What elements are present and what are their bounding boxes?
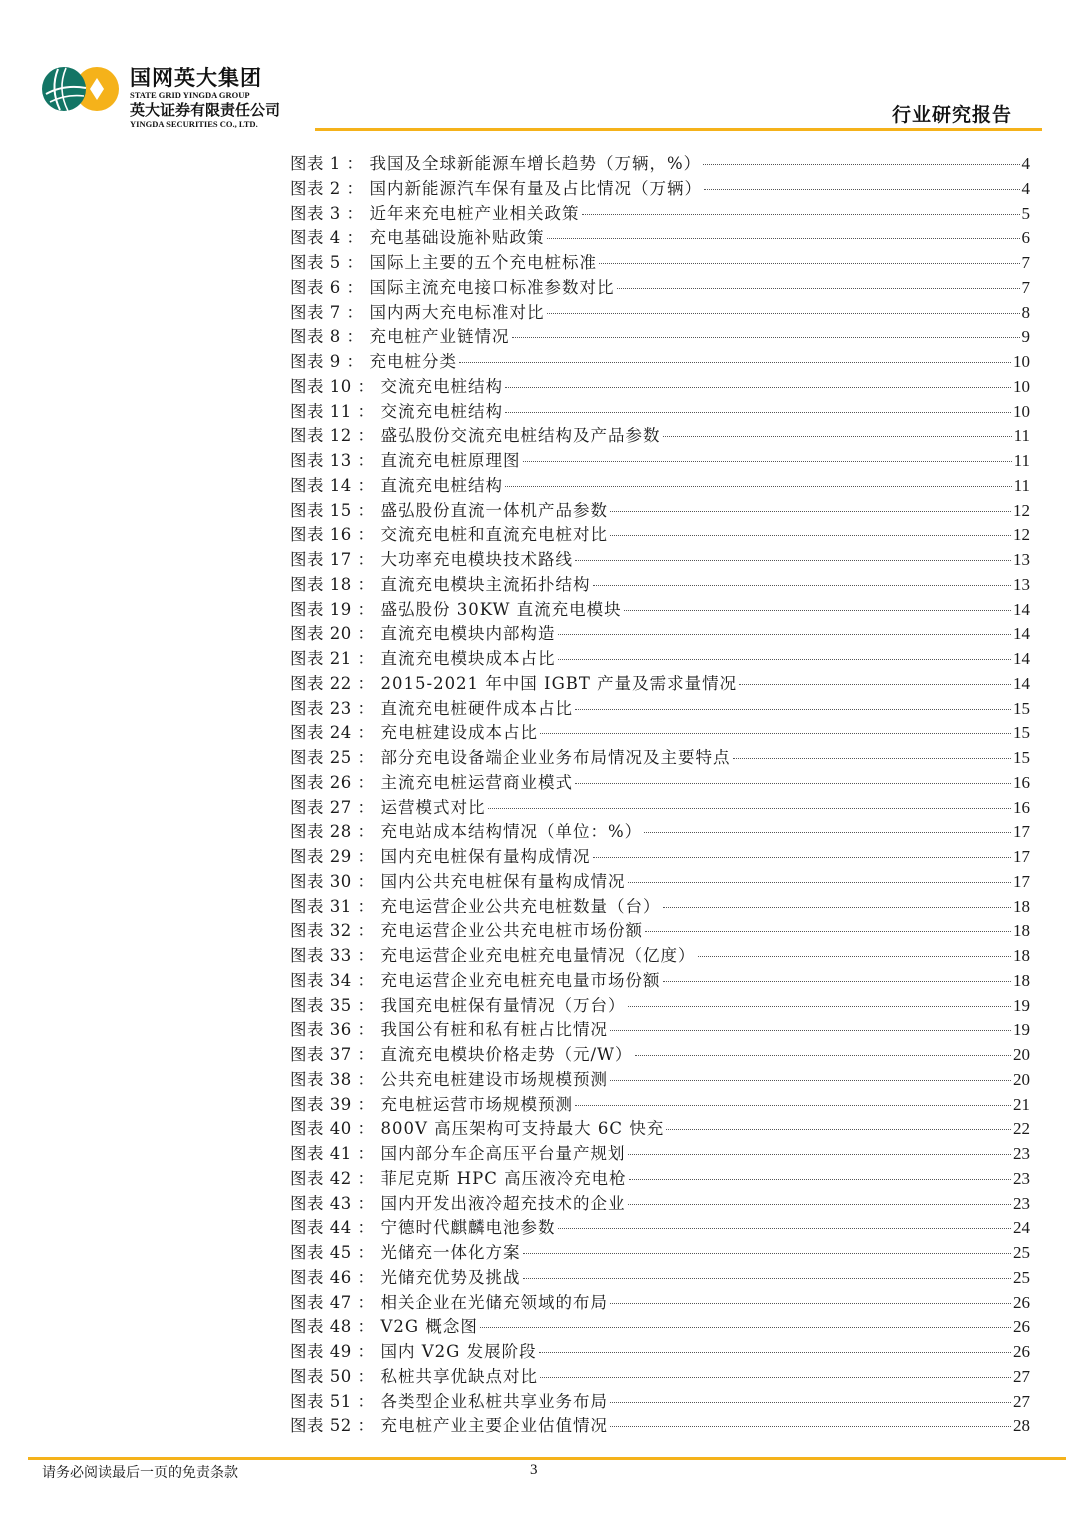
figure-title[interactable]: 国内新能源汽车保有量及占比情况（万辆） xyxy=(369,178,702,198)
figure-label: 图表 5 ： xyxy=(290,253,364,272)
figure-page-number[interactable]: 11 xyxy=(1013,451,1030,470)
dot-leader xyxy=(617,288,1020,289)
dot-leader xyxy=(505,412,1011,413)
figure-page-number[interactable]: 14 xyxy=(1013,599,1030,619)
company-name-cn: 英大证券有限责任公司 xyxy=(130,101,281,119)
dot-leader xyxy=(558,1228,1012,1229)
figure-label: 图表 7 ： xyxy=(290,302,364,322)
figure-title[interactable]: 直流充电模块内部构造 xyxy=(380,624,556,644)
dot-leader xyxy=(523,461,1012,462)
figure-page-number[interactable]: 14 xyxy=(1013,624,1030,644)
figure-label: 图表 34 ： xyxy=(290,970,375,990)
toc-entry[interactable] xyxy=(290,868,1030,893)
footer-divider xyxy=(28,1457,1066,1460)
toc-entry[interactable] xyxy=(290,1214,1030,1239)
figure-title[interactable]: 充电运营企业公共充电桩市场份额 xyxy=(380,921,643,941)
figure-label: 图表 50 ： xyxy=(290,1366,375,1386)
figure-page-number[interactable]: 13 xyxy=(1013,550,1030,569)
figure-page-number[interactable]: 18 xyxy=(1013,946,1030,965)
figure-page-number[interactable]: 5 xyxy=(1021,203,1030,223)
company-logo-icon xyxy=(40,64,120,114)
figure-page-number[interactable]: 12 xyxy=(1013,500,1030,520)
figure-page-number[interactable]: 22 xyxy=(1013,1119,1030,1139)
dot-leader xyxy=(645,931,1011,932)
dot-leader xyxy=(523,1253,1012,1254)
figure-page-number[interactable]: 11 xyxy=(1013,426,1030,446)
figure-label: 图表 41 ： xyxy=(290,1144,375,1163)
dot-leader xyxy=(512,337,1020,338)
figure-label: 图表 52 ： xyxy=(290,1416,375,1436)
dot-leader xyxy=(459,362,1011,363)
toc-entry[interactable] xyxy=(290,695,1030,720)
figure-page-number[interactable]: 17 xyxy=(1013,822,1030,842)
toc-entry[interactable] xyxy=(290,472,1030,497)
figure-title[interactable]: 国际主流充电接口标准参数对比 xyxy=(369,277,615,297)
dot-leader xyxy=(575,783,1011,784)
figure-page-number[interactable]: 21 xyxy=(1013,1094,1030,1114)
figure-page-number[interactable]: 10 xyxy=(1013,401,1030,421)
figure-page-number[interactable]: 10 xyxy=(1013,352,1030,371)
figure-title[interactable]: 国内公共充电桩保有量构成情况 xyxy=(380,871,626,891)
toc-entry[interactable] xyxy=(290,1091,1030,1116)
figure-page-number[interactable]: 23 xyxy=(1013,1168,1030,1188)
dot-leader xyxy=(698,956,1012,957)
toc-entry[interactable] xyxy=(290,373,1030,398)
figure-title[interactable]: V2G 概念图 xyxy=(380,1317,478,1337)
figure-label: 图表 31 ： xyxy=(290,896,375,916)
dot-leader xyxy=(610,1080,1011,1081)
dot-leader xyxy=(575,1105,1011,1106)
figure-title[interactable]: 主流充电桩运营商业模式 xyxy=(380,772,573,792)
dot-leader xyxy=(663,981,1012,982)
dot-leader xyxy=(540,733,1011,734)
dot-leader xyxy=(666,1129,1011,1130)
dot-leader xyxy=(739,684,1011,685)
toc-entry[interactable] xyxy=(290,917,1030,942)
figure-label: 图表 27 ： xyxy=(290,797,375,817)
figure-title[interactable]: 充电运营企业充电桩充电量情况（亿度） xyxy=(380,946,696,965)
figure-label: 图表 14 ： xyxy=(290,475,375,495)
figure-label: 图表 33 ： xyxy=(290,946,375,965)
figure-page-number[interactable]: 25 xyxy=(1013,1243,1030,1262)
figure-label: 图表 16 ： xyxy=(290,525,375,545)
dot-leader xyxy=(593,857,1012,858)
toc-entry[interactable] xyxy=(290,447,1030,472)
toc-entry[interactable] xyxy=(290,967,1030,992)
figure-page-number[interactable]: 16 xyxy=(1013,772,1030,792)
figure-title[interactable]: 交流充电桩结构 xyxy=(380,376,503,396)
toc-entry[interactable] xyxy=(290,521,1030,546)
dot-leader xyxy=(704,189,1020,190)
toc-entry[interactable] xyxy=(290,299,1030,324)
dot-leader xyxy=(505,486,1012,487)
toc-entry[interactable] xyxy=(290,843,1030,868)
dot-leader xyxy=(539,1352,1011,1353)
figure-label: 图表 21 ： xyxy=(290,649,375,668)
toc-entry[interactable] xyxy=(290,1388,1030,1413)
figure-page-number[interactable]: 15 xyxy=(1013,698,1030,718)
figure-page-number[interactable]: 4 xyxy=(1021,154,1030,173)
figure-label: 图表 23 ： xyxy=(290,698,375,718)
figure-label: 图表 47 ： xyxy=(290,1292,375,1312)
dot-leader xyxy=(540,1377,1011,1378)
toc-entry[interactable] xyxy=(290,398,1030,423)
figure-label: 图表 17 ： xyxy=(290,550,375,569)
report-type-label: 行业研究报告 xyxy=(891,104,1012,126)
figure-title[interactable]: 国内开发出液冷超充技术的企业 xyxy=(380,1193,626,1213)
dot-leader xyxy=(547,313,1020,314)
figure-title[interactable]: 近年来充电桩产业相关政策 xyxy=(369,203,580,223)
figure-label: 图表 32 ： xyxy=(290,921,375,941)
dot-leader xyxy=(610,1030,1011,1031)
figure-title[interactable]: 宁德时代麒麟电池参数 xyxy=(380,1218,556,1238)
figure-title[interactable]: 充电桩建设成本占比 xyxy=(380,723,538,743)
figure-title[interactable]: 充电桩运营市场规模预测 xyxy=(380,1094,573,1114)
dot-leader xyxy=(610,1303,1011,1304)
figure-label: 图表 20 ： xyxy=(290,624,375,644)
toc-entry[interactable] xyxy=(290,769,1030,794)
figure-label: 图表 15 ： xyxy=(290,500,375,520)
figure-page-number[interactable]: 17 xyxy=(1013,871,1030,891)
figure-page-number[interactable]: 28 xyxy=(1013,1416,1030,1436)
figure-page-number[interactable]: 27 xyxy=(1013,1391,1030,1411)
dot-leader xyxy=(663,436,1012,437)
dot-leader xyxy=(628,882,1012,883)
figure-label: 图表 10 ： xyxy=(290,376,375,396)
brand-name-en: STATE GRID YINGDA GROUP xyxy=(130,90,250,100)
toc-entry[interactable] xyxy=(290,323,1030,348)
dot-leader xyxy=(628,1204,1012,1205)
toc-entry[interactable] xyxy=(290,942,1030,967)
toc-entry[interactable] xyxy=(290,1239,1030,1264)
figure-page-number[interactable]: 19 xyxy=(1013,995,1030,1015)
toc-entry[interactable] xyxy=(290,1190,1030,1215)
toc-entry[interactable] xyxy=(290,744,1030,769)
page-number: 3 xyxy=(530,1462,538,1478)
figure-page-number[interactable]: 7 xyxy=(1021,277,1030,297)
figure-title[interactable]: 私桩共享优缺点对比 xyxy=(380,1366,538,1386)
figure-title[interactable]: 直流充电模块成本占比 xyxy=(380,649,556,668)
figure-title[interactable]: 各类型企业私桩共享业务布局 xyxy=(380,1391,608,1411)
figure-title[interactable]: 我国公有桩和私有桩占比情况 xyxy=(380,1020,608,1040)
figure-label: 图表 49 ： xyxy=(290,1342,375,1361)
header-divider xyxy=(315,128,1042,131)
figure-label: 图表 36 ： xyxy=(290,1020,375,1040)
figure-label: 图表 9 ： xyxy=(290,352,364,371)
toc-entry[interactable] xyxy=(290,1165,1030,1190)
page-header xyxy=(0,0,1080,140)
figure-label: 图表 46 ： xyxy=(290,1267,375,1287)
disclaimer-note: 请务必阅读最后一页的免责条款 xyxy=(42,1465,238,1481)
figure-title[interactable]: 运营模式对比 xyxy=(380,797,486,817)
figure-title[interactable]: 800V 高压架构可支持最大 6C 快充 xyxy=(380,1119,665,1139)
figure-title[interactable]: 盛弘股份直流一体机产品参数 xyxy=(380,500,608,520)
figure-title[interactable]: 直流充电模块主流拓扑结构 xyxy=(380,574,591,594)
figure-page-number[interactable]: 19 xyxy=(1013,1020,1030,1040)
figure-label: 图表 3 ： xyxy=(290,203,364,223)
figure-page-number[interactable]: 23 xyxy=(1013,1144,1030,1163)
figure-page-number[interactable]: 20 xyxy=(1013,1045,1030,1064)
dot-leader xyxy=(628,1154,1012,1155)
figure-title[interactable]: 国内 V2G 发展阶段 xyxy=(380,1342,537,1361)
figure-page-number[interactable]: 6 xyxy=(1021,228,1030,248)
figure-label: 图表 48 ： xyxy=(290,1317,375,1337)
dot-leader xyxy=(488,808,1012,809)
toc-entry[interactable] xyxy=(290,1264,1030,1289)
dot-leader xyxy=(505,387,1011,388)
figure-page-number[interactable]: 18 xyxy=(1013,970,1030,990)
figure-title[interactable]: 公共充电桩建设市场规模预测 xyxy=(380,1069,608,1089)
figure-label: 图表 12 ： xyxy=(290,426,375,446)
toc-entry[interactable] xyxy=(290,1066,1030,1091)
dot-leader xyxy=(703,164,1019,165)
toc-entry[interactable] xyxy=(290,645,1030,670)
dot-leader xyxy=(547,238,1020,239)
toc-entry[interactable] xyxy=(290,1338,1030,1363)
figure-title[interactable]: 充电桩分类 xyxy=(369,352,457,371)
figure-title[interactable]: 2015-2021 年中国 IGBT 产量及需求量情况 xyxy=(380,673,738,693)
figure-title[interactable]: 充电基础设施补贴政策 xyxy=(369,228,545,248)
dot-leader xyxy=(644,832,1011,833)
figure-label: 图表 8 ： xyxy=(290,327,364,347)
figure-page-number[interactable]: 15 xyxy=(1013,748,1030,767)
dot-leader xyxy=(610,1402,1011,1403)
dot-leader xyxy=(624,610,1011,611)
brand-block xyxy=(130,66,280,129)
figure-page-number[interactable]: 11 xyxy=(1013,475,1030,495)
toc-entry[interactable] xyxy=(290,818,1030,843)
toc-entry[interactable] xyxy=(290,175,1030,200)
figure-page-number[interactable]: 20 xyxy=(1013,1069,1030,1089)
figure-title[interactable]: 相关企业在光储充领域的布局 xyxy=(380,1292,608,1312)
figure-title[interactable]: 充电桩产业链情况 xyxy=(369,327,510,347)
dot-leader xyxy=(599,263,1020,264)
brand-name-cn: 国网英大集团 xyxy=(130,66,262,90)
figure-page-number[interactable]: 4 xyxy=(1021,178,1030,198)
figure-page-number[interactable]: 18 xyxy=(1013,921,1030,941)
toc-entry[interactable] xyxy=(290,794,1030,819)
figure-label: 图表 6 ： xyxy=(290,277,364,297)
figure-title[interactable]: 国内充电桩保有量构成情况 xyxy=(380,847,591,866)
figure-title[interactable]: 交流充电桩和直流充电桩对比 xyxy=(380,525,608,545)
toc-entry[interactable] xyxy=(290,249,1030,274)
figure-title[interactable]: 盛弘股份 30KW 直流充电模块 xyxy=(380,599,622,619)
toc-entry[interactable] xyxy=(290,992,1030,1017)
toc-entry[interactable] xyxy=(290,1041,1030,1066)
figure-label: 图表 11 ： xyxy=(290,401,375,421)
figure-title[interactable]: 直流充电桩原理图 xyxy=(380,451,521,470)
figure-label: 图表 22 ： xyxy=(290,673,375,693)
figure-page-number[interactable]: 15 xyxy=(1013,723,1030,743)
toc-entry[interactable] xyxy=(290,1412,1030,1437)
toc-entry[interactable] xyxy=(290,348,1030,373)
figure-title[interactable]: 我国及全球新能源车增长趋势（万辆，%） xyxy=(369,154,702,173)
dot-leader xyxy=(558,634,1012,635)
dot-leader xyxy=(733,758,1012,759)
figure-label: 图表 30 ： xyxy=(290,871,375,891)
figure-label: 图表 19 ： xyxy=(290,599,375,619)
figure-title[interactable]: 直流充电桩硬件成本占比 xyxy=(380,698,573,718)
figure-title[interactable]: 国际上主要的五个充电桩标准 xyxy=(369,253,597,272)
figure-label: 图表 40 ： xyxy=(290,1119,375,1139)
figure-label: 图表 39 ： xyxy=(290,1094,375,1114)
figure-label: 图表 43 ： xyxy=(290,1193,375,1213)
dot-leader xyxy=(629,1179,1011,1180)
figure-label: 图表 42 ： xyxy=(290,1168,375,1188)
dot-leader xyxy=(663,907,1012,908)
toc-entry[interactable] xyxy=(290,596,1030,621)
dot-leader xyxy=(610,511,1011,512)
figure-page-number[interactable]: 17 xyxy=(1013,847,1030,866)
figure-page-number[interactable]: 14 xyxy=(1013,673,1030,693)
figure-label: 图表 45 ： xyxy=(290,1243,375,1262)
figure-label: 图表 37 ： xyxy=(290,1045,375,1064)
toc-entry[interactable] xyxy=(290,670,1030,695)
figure-page-number[interactable]: 25 xyxy=(1013,1267,1030,1287)
toc-entry[interactable] xyxy=(290,1140,1030,1165)
table-of-figures xyxy=(290,150,1030,1437)
figure-page-number[interactable]: 26 xyxy=(1013,1342,1030,1361)
dot-leader xyxy=(593,585,1012,586)
figure-page-number[interactable]: 27 xyxy=(1013,1366,1030,1386)
figure-title[interactable]: 直流充电桩结构 xyxy=(380,475,503,495)
figure-label: 图表 24 ： xyxy=(290,723,375,743)
figure-title[interactable]: 光储充一体化方案 xyxy=(380,1243,521,1262)
toc-entry[interactable] xyxy=(290,200,1030,225)
figure-title[interactable]: 部分充电设备端企业业务布局情况及主要特点 xyxy=(380,748,731,767)
figure-page-number[interactable]: 12 xyxy=(1013,525,1030,545)
figure-title[interactable]: 充电桩产业主要企业估值情况 xyxy=(380,1416,608,1436)
figure-page-number[interactable]: 24 xyxy=(1013,1218,1030,1238)
figure-label: 图表 4 ： xyxy=(290,228,364,248)
toc-entry[interactable] xyxy=(290,546,1030,571)
figure-title[interactable]: 光储充优势及挑战 xyxy=(380,1267,521,1287)
figure-page-number[interactable]: 18 xyxy=(1013,896,1030,916)
figure-title[interactable]: 直流充电模块价格走势（元/W） xyxy=(380,1045,633,1064)
dot-leader xyxy=(523,1278,1012,1279)
toc-entry[interactable] xyxy=(290,497,1030,522)
figure-label: 图表 35 ： xyxy=(290,995,375,1015)
figure-page-number[interactable]: 10 xyxy=(1013,376,1030,396)
figure-page-number[interactable]: 9 xyxy=(1021,327,1030,347)
toc-entry[interactable] xyxy=(290,422,1030,447)
figure-page-number[interactable]: 13 xyxy=(1013,574,1030,594)
dot-leader xyxy=(628,1006,1012,1007)
toc-entry[interactable] xyxy=(290,1313,1030,1338)
dot-leader xyxy=(575,709,1011,710)
figure-label: 图表 26 ： xyxy=(290,772,375,792)
figure-label: 图表 2 ： xyxy=(290,178,364,198)
toc-entry[interactable] xyxy=(290,620,1030,645)
figure-title[interactable]: 盛弘股份交流充电桩结构及产品参数 xyxy=(380,426,661,446)
figure-label: 图表 29 ： xyxy=(290,847,375,866)
figure-label: 图表 44 ： xyxy=(290,1218,375,1238)
dot-leader xyxy=(575,560,1011,561)
figure-label: 图表 13 ： xyxy=(290,451,375,470)
toc-entry[interactable] xyxy=(290,719,1030,744)
figure-page-number[interactable]: 23 xyxy=(1013,1193,1030,1213)
toc-entry[interactable] xyxy=(290,1363,1030,1388)
company-name-en: YINGDA SECURITIES CO., LTD. xyxy=(130,119,258,129)
figure-page-number[interactable]: 26 xyxy=(1013,1292,1030,1312)
figure-page-number[interactable]: 16 xyxy=(1013,797,1030,817)
figure-label: 图表 18 ： xyxy=(290,574,375,594)
figure-title[interactable]: 菲尼克斯 HPC 高压液冷充电枪 xyxy=(380,1168,627,1188)
figure-label: 图表 1 ： xyxy=(290,154,364,173)
dot-leader xyxy=(480,1327,1011,1328)
toc-entry[interactable] xyxy=(290,571,1030,596)
figure-page-number[interactable]: 26 xyxy=(1013,1317,1030,1337)
figure-label: 图表 25 ： xyxy=(290,748,375,767)
toc-entry[interactable] xyxy=(290,1289,1030,1314)
figure-title[interactable]: 国内部分车企高压平台量产规划 xyxy=(380,1144,626,1163)
figure-title[interactable]: 大功率充电模块技术路线 xyxy=(380,550,573,569)
figure-page-number[interactable]: 7 xyxy=(1021,253,1030,272)
figure-title[interactable]: 交流充电桩结构 xyxy=(380,401,503,421)
dot-leader xyxy=(635,1055,1011,1056)
figure-label: 图表 28 ： xyxy=(290,822,375,842)
dot-leader xyxy=(610,1426,1011,1427)
figure-label: 图表 51 ： xyxy=(290,1391,375,1411)
figure-title[interactable]: 充电站成本结构情况（单位：%） xyxy=(380,822,643,842)
dot-leader xyxy=(558,659,1012,660)
toc-entry[interactable] xyxy=(290,274,1030,299)
figure-title[interactable]: 我国充电桩保有量情况（万台） xyxy=(380,995,626,1015)
dot-leader xyxy=(610,535,1011,536)
toc-entry[interactable] xyxy=(290,1115,1030,1140)
toc-entry[interactable] xyxy=(290,893,1030,918)
toc-entry[interactable] xyxy=(290,1016,1030,1041)
figure-title[interactable]: 国内两大充电标准对比 xyxy=(369,302,545,322)
figure-page-number[interactable]: 14 xyxy=(1013,649,1030,668)
dot-leader xyxy=(582,214,1020,215)
figure-title[interactable]: 充电运营企业公共充电桩数量（台） xyxy=(380,896,661,916)
toc-entry[interactable] xyxy=(290,224,1030,249)
figure-page-number[interactable]: 8 xyxy=(1021,302,1030,322)
figure-title[interactable]: 充电运营企业充电桩充电量市场份额 xyxy=(380,970,661,990)
figure-label: 图表 38 ： xyxy=(290,1069,375,1089)
toc-entry[interactable] xyxy=(290,150,1030,175)
